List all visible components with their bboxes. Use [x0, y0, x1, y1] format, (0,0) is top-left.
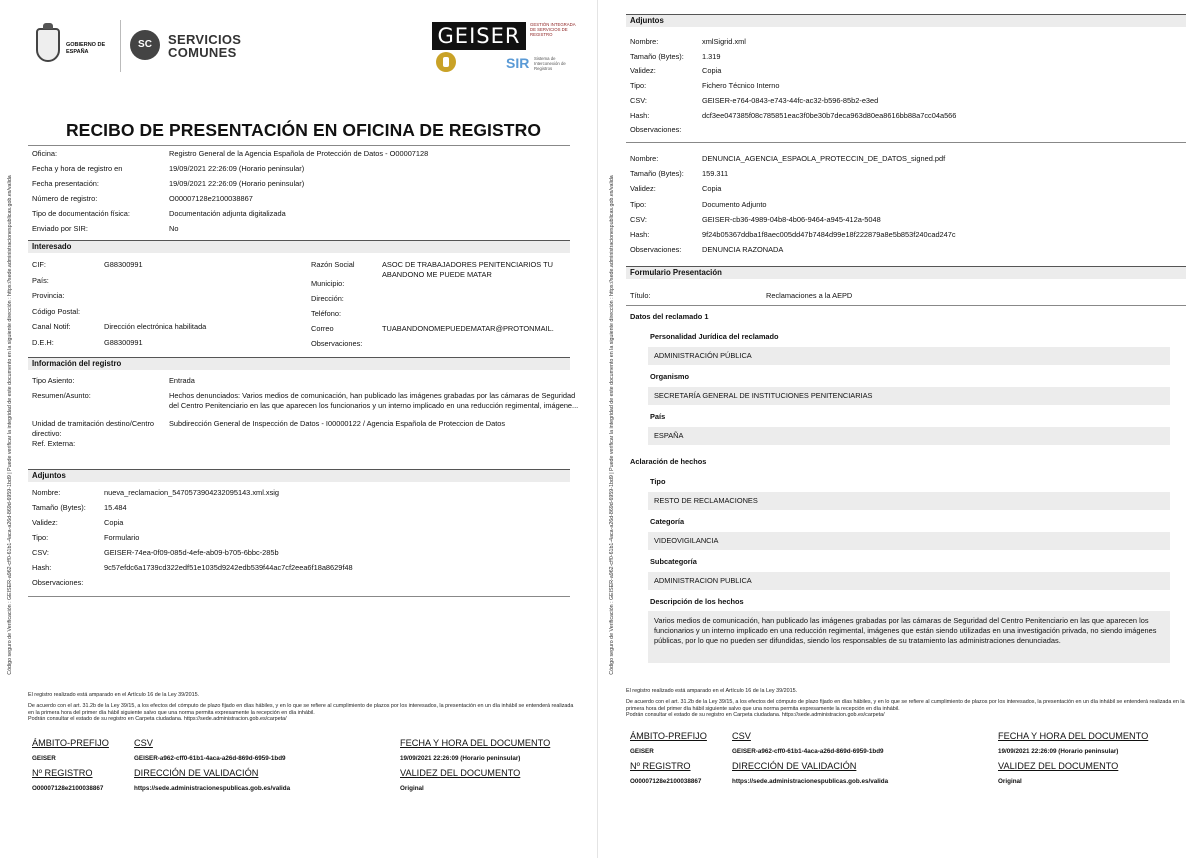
adjunto-left-row — [32, 503, 562, 518]
footer-fecha-label-right: FECHA Y HORA DEL DOCUMENTO — [998, 731, 1149, 741]
adjunto-left-key: Tamaño (Bytes): — [32, 503, 86, 512]
interesado-right-row — [311, 339, 571, 354]
doc1-value: GEISER-e764-0843-e743-44fc-ac32-b596-85b2-e3ed — [702, 95, 879, 105]
info-unidad-key: Unidad de tramitación destino/Centro directivo: — [32, 419, 155, 438]
doc1-value: xmlSigrid.xml — [702, 37, 746, 46]
adjunto-left-key: CSV: — [32, 548, 49, 557]
registro-row — [32, 209, 562, 224]
doc1-row — [630, 125, 1180, 140]
adjunto-left-row — [32, 563, 562, 578]
doc2-value: Copia — [702, 184, 722, 194]
interesado-right-row — [311, 294, 571, 309]
interesado-right-key: Razón Social — [311, 260, 355, 269]
legal-line3-right: Podrán consultar el estado de su registro en Carpeta ciudadana. https://sede.administracion.gob.es/carpeta/ — [626, 712, 885, 719]
doc2-key: Tipo: — [630, 199, 647, 209]
interesado-left-value: Dirección electrónica habilitada — [104, 322, 207, 331]
interesado-right-key: Municipio: — [311, 279, 345, 288]
legal-line1-right: El registro realizado está amparado en el Artículo 16 de la Ley 39/2015. — [626, 688, 798, 694]
tipo-value: RESTO DE RECLAMACIONES — [648, 492, 1170, 510]
doc1-row — [630, 81, 1180, 96]
registro-key: Fecha presentación: — [32, 179, 99, 188]
registro-key: Oficina: — [32, 149, 58, 158]
registro-row — [32, 164, 562, 179]
gobierno-logo — [16, 20, 121, 72]
interesado-right-key: Correo — [311, 324, 334, 333]
doc2-row — [630, 215, 1180, 230]
interesado-left-row — [32, 276, 282, 291]
info-tipo-value: Entrada — [169, 376, 195, 385]
section-adjuntos-right: Adjuntos — [626, 14, 1186, 27]
adjunto-left-key: Observaciones: — [32, 578, 84, 587]
adjunto-left-key: Validez: — [32, 518, 58, 527]
doc2-row — [630, 184, 1180, 199]
footer-dir-label: DIRECCIÓN DE VALIDACIÓN — [134, 768, 259, 778]
interesado-left-key: CIF: — [32, 260, 46, 269]
adjunto-left-value: GEISER-74ea-0f09-085d-4efe-ab09-b705-6bbc-285b — [104, 548, 279, 557]
adjunto-left-row — [32, 578, 562, 593]
doc1-key: Validez: — [630, 66, 656, 76]
info-tipo-key: Tipo Asiento: — [32, 376, 75, 385]
doc2-row — [630, 245, 1180, 260]
interesado-left-row — [32, 338, 282, 353]
adjuntos-left-rule — [28, 596, 570, 597]
doc1-row — [630, 52, 1180, 67]
interesado-left-row — [32, 291, 282, 306]
doc2-key: Tamaño (Bytes): — [630, 169, 684, 179]
interesado-left-row — [32, 322, 282, 337]
adjunto-left-row — [32, 488, 562, 503]
footer-ambito-label-right: ÁMBITO-PREFIJO — [630, 731, 707, 741]
legal-text-right — [626, 688, 1188, 719]
registro-row — [32, 179, 562, 194]
doc1-key: Tamaño (Bytes): — [630, 51, 684, 61]
doc1-key: Hash: — [630, 110, 650, 120]
info-tipo-row — [32, 376, 562, 391]
legal-line2: De acuerdo con el art. 31.2b de la Ley 39/15, a los efectos del cómputo de plazo fijado en días hábiles, y en lo que se refiere al cumplimiento de plazos por los interesados, la presentación en un día inhábil se entenderá realizada en la primera hora del primer día hábil siguiente salvo que una norma permita expresamente la recepción en día inhábil. — [28, 702, 574, 716]
footer-csv-label-right: CSV — [732, 731, 751, 741]
adjunto-left-value: Formulario — [104, 533, 140, 542]
footer-fecha-value-right: 19/09/2021 22:26:09 (Horario peninsular) — [998, 748, 1119, 755]
registro-value: Documentación adjunta digitalizada — [169, 209, 286, 218]
categoria-label: Categoría — [650, 517, 685, 526]
registro-key: Enviado por SIR: — [32, 224, 88, 233]
doc1-row — [630, 66, 1180, 81]
doc2-key: Validez: — [630, 184, 656, 194]
formulario-titulo-value: Reclamaciones a la AEPD — [766, 291, 853, 300]
titulo-rule — [626, 305, 1186, 306]
info-resumen-key: Resumen/Asunto: — [32, 391, 91, 400]
legal-text-left — [28, 692, 576, 723]
footer-validez-value: Original — [400, 785, 424, 792]
footer-fecha-value: 19/09/2021 22:26:09 (Horario peninsular) — [400, 755, 521, 762]
footer-nreg-label-right: Nº REGISTRO — [630, 761, 691, 771]
interesado-left-value: G88300991 — [104, 260, 143, 269]
interesado-left-key: Canal Notif: — [32, 322, 71, 331]
tipo-label: Tipo — [650, 477, 666, 486]
section-interesado: Interesado — [28, 240, 570, 253]
pj-value: ADMINISTRACIÓN PÚBLICA — [648, 347, 1170, 365]
footer-validez-label-right: VALIDEZ DEL DOCUMENTO — [998, 761, 1119, 771]
page-left — [0, 0, 598, 858]
doc2-value: 159.311 — [702, 169, 729, 179]
interesado-right-key: Teléfono: — [311, 309, 341, 318]
subcategoria-value: ADMINISTRACION PUBLICA — [648, 572, 1170, 590]
adjunto-left-value: 9c57efdc6a1739cd322edf51e1035d9242edb539f44ac7cf2eea6f18a8629f48 — [104, 563, 353, 572]
doc2-key: Hash: — [630, 230, 650, 239]
adjunto-left-value: 15.484 — [104, 503, 127, 512]
legal-line3: Podrán consultar el estado de su registro en Carpeta ciudadana. https://sede.administracion.gob.es/carpeta/ — [28, 716, 287, 723]
registro-row — [32, 194, 562, 209]
footer-fecha-label: FECHA Y HORA DEL DOCUMENTO — [400, 738, 551, 748]
interesado-right-value: TUABANDONOMEPUEDEMATAR@PROTONMAIL. — [382, 324, 554, 333]
footer-ambito-value: GEISER — [32, 755, 56, 762]
registro-value: 19/09/2021 22:26:09 (Horario peninsular) — [169, 164, 305, 173]
adjunto-left-row — [32, 548, 562, 563]
legal-line1: El registro realizado está amparado en el Artículo 16 de la Ley 39/2015. — [28, 692, 200, 698]
registro-value: Registro General de la Agencia Española de Protección de Datos - O00007128 — [169, 149, 429, 158]
doc2-row — [630, 169, 1180, 184]
geiser-subtitle: GESTIÓN INTEGRADA DE SERVICIOS DE REGISTRO — [530, 22, 576, 38]
sc-line1: SERVICIOS — [168, 32, 242, 47]
registro-key: Tipo de documentación física: — [32, 209, 130, 218]
footer-ambito-value-right: GEISER — [630, 748, 654, 755]
adjunto-left-key: Hash: — [32, 563, 52, 572]
info-ref-row — [32, 439, 562, 454]
doc2-value: DENUNCIA_AGENCIA_ESPAOLA_PROTECCIN_DE_DATOS_signed.pdf — [702, 154, 946, 163]
footer-dir-value: https://sede.administracionespublicas.gob.es/valida — [134, 785, 291, 792]
document-title: RECIBO DE PRESENTACIÓN EN OFICINA DE REGISTRO — [65, 120, 542, 140]
registro-value: No — [169, 224, 179, 233]
doc1-key: Nombre: — [630, 37, 659, 46]
doc1-row — [630, 96, 1180, 111]
doc1-key: Observaciones: — [630, 125, 682, 135]
registro-value: O00007128e2100038867 — [169, 194, 253, 203]
doc1-key: Tipo: — [630, 81, 647, 91]
interesado-right-row — [311, 279, 571, 294]
title-rule — [28, 145, 570, 146]
doc1-rule — [626, 142, 1186, 143]
sir-subtitle: Sistema de Interconexión de Registros — [534, 56, 566, 72]
info-resumen-row — [32, 391, 579, 421]
section-formulario: Formulario Presentación — [626, 266, 1186, 279]
adjunto-left-row — [32, 533, 562, 548]
footer-nreg-value: O00007128e2100038867 — [32, 785, 104, 792]
interesado-right-key: Observaciones: — [311, 339, 363, 348]
doc1-row — [630, 111, 1180, 126]
page-right — [600, 0, 1200, 858]
footer-nreg-value-right: O00007128e2100038867 — [630, 778, 702, 785]
formulario-titulo-key: Título: — [630, 291, 651, 300]
doc2-key: Observaciones: — [630, 245, 682, 255]
footer-csv-value-right: GEISER-a962-cff0-61b1-4aca-a26d-869d-6959-1bd9 — [732, 748, 884, 755]
footer-validez-label: VALIDEZ DEL DOCUMENTO — [400, 768, 521, 778]
doc1-value: 1.319 — [702, 51, 721, 61]
interesado-right-value: ASOC DE TRABAJADORES PENITENCIARIOS TU ABANDONO ME PUEDE MATAR — [382, 260, 553, 279]
servicios-comunes-icon: SC — [130, 30, 160, 60]
doc2-value: 9f24b05367ddba1f8aec005dd47b7484d99e18f222879a8e5b853f240cad247c — [702, 230, 956, 239]
interesado-left-row — [32, 260, 282, 275]
descripcion-value: Varios medios de comunicación, han publicado las imágenes grabadas por las cámaras de Seguridad del Centro Penitenciario en las que aparecen los funcionarios y un interno implicado en una reducción regimental, imágenes que están siendo utilizadas en una investigación privada, no siendo imágenes públicas, por lo que no pueden ser difundidas, siendo los responsables de su tratamiento las administraciones denunciadas. — [648, 611, 1170, 663]
doc2-value: DENUNCIA RAZONADA — [702, 245, 784, 255]
adjunto-left-value: nueva_reclamacion_5470573904232095143.xml.xsig — [104, 488, 280, 497]
adjunto-left-key: Tipo: — [32, 533, 49, 542]
vertical-verification-text: Código seguro de Verificación : GEISER-a962-cff0-61b1-4aca-a26d-869d-6959-1bd9 | Puede verificar la integridad de este documento en la siguiente dirección : https://sede.administracionespublicas.gob.es/valida — [7, 175, 13, 675]
formulario-titulo-row — [630, 291, 1180, 306]
doc1-row — [630, 37, 1180, 52]
adjunto-left-row — [32, 518, 562, 533]
categoria-value: VIDEOVIGILANCIA — [648, 532, 1170, 550]
footer-ambito-label: ÁMBITO-PREFIJO — [32, 738, 109, 748]
registro-row — [32, 224, 562, 239]
sir-logo: SIR — [506, 55, 530, 71]
doc1-key: CSV: — [630, 95, 647, 105]
geiser-logo: GEISER — [432, 22, 526, 50]
doc1-value: dcf3ee047385f08c785851eac3f0be30b7deca963d80ea8616bb88a7cc04a566 — [702, 110, 957, 120]
registro-value: 19/09/2021 22:26:09 (Horario peninsular) — [169, 179, 305, 188]
adjunto-left-key: Nombre: — [32, 488, 61, 497]
footer-nreg-label: Nº REGISTRO — [32, 768, 93, 778]
footer-csv-value: GEISER-a962-cff0-61b1-4aca-a26d-869d-6959-1bd9 — [134, 755, 286, 762]
info-unidad-value: Subdirección General de Inspección de Datos - I00000122 / Agencia Española de Proteccion de Datos — [169, 419, 506, 428]
interesado-left-value: G88300991 — [104, 337, 143, 347]
subcategoria-label: Subcategoría — [650, 557, 697, 566]
descripcion-label: Descripción de los hechos — [650, 597, 744, 606]
gobierno-logo-text: GOBIERNO DE ESPAÑA — [66, 42, 106, 55]
legal-line2-right: De acuerdo con el art. 31.2b de la Ley 39/15, a los efectos del cómputo de plazo fijado en días hábiles, y en lo que se refiere al cumplimiento de plazos por los interesados, la presentación en un día inhábil se entenderá realizada en la primera hora del primer día hábil siguiente salvo que una norma permita expresamente la recepción en día inhábil. — [626, 698, 1185, 712]
coat-of-arms-icon — [36, 28, 60, 62]
info-resumen-value: Hechos denunciados: Varios medios de comunicación, han publicado las imágenes grabadas por las cámaras de Seguridad del Centro Penitenciario en las que aparecen los funcionarios y un interno implicado en una reducción regimental, imágene... — [169, 391, 579, 410]
doc2-row — [630, 230, 1180, 245]
interesado-left-row — [32, 307, 282, 322]
geiser-emblem-icon — [436, 52, 456, 72]
doc2-value: GEISER-cb36-4989-04b8-4b06-9464-a945-412a-5048 — [702, 214, 881, 224]
interesado-right-key: Dirección: — [311, 294, 344, 303]
pais-value: ESPAÑA — [648, 427, 1170, 445]
registro-row — [32, 149, 562, 164]
registro-key: Número de registro: — [32, 194, 98, 203]
servicios-comunes-logo — [168, 33, 241, 59]
interesado-right-row — [311, 309, 571, 324]
section-informacion: Información del registro — [28, 357, 570, 370]
interesado-left-key: País: — [32, 275, 49, 285]
footer-dir-label-right: DIRECCIÓN DE VALIDACIÓN — [732, 761, 857, 771]
interesado-right-row — [311, 324, 571, 339]
pais-label: País — [650, 412, 666, 421]
info-ref-key: Ref. Externa: — [32, 439, 76, 448]
interesado-left-key: Provincia: — [32, 291, 65, 300]
doc2-row — [630, 200, 1180, 215]
pj-label: Personalidad Jurídica del reclamado — [650, 332, 779, 341]
organismo-value: SECRETARÍA GENERAL DE INSTITUCIONES PENITENCIARIAS — [648, 387, 1170, 405]
interesado-left-key: Código Postal: — [32, 306, 81, 316]
footer-csv-label: CSV — [134, 738, 153, 748]
footer-validez-value-right: Original — [998, 778, 1022, 785]
adjunto-left-value: Copia — [104, 518, 124, 527]
doc1-value: Fichero Técnico Interno — [702, 81, 780, 91]
datos-reclamado-heading: Datos del reclamado 1 — [630, 312, 709, 321]
doc1-value: Copia — [702, 66, 722, 76]
organismo-label: Organismo — [650, 372, 690, 381]
doc2-key: CSV: — [630, 214, 647, 224]
section-adjuntos-left: Adjuntos — [28, 469, 570, 482]
doc2-row — [630, 154, 1180, 169]
interesado-left-key: D.E.H: — [32, 337, 54, 347]
sc-line2: COMUNES — [168, 45, 237, 60]
doc2-value: Documento Adjunto — [702, 199, 767, 209]
vertical-verification-text-right: Código seguro de Verificación : GEISER-a962-cff0-61b1-4aca-a26d-869d-6959-1bd9 | Puede verificar la integridad de este documento en la siguiente dirección : https://sede.administracionespublicas.gob.es/valida — [609, 175, 615, 675]
aclaracion-heading: Aclaración de hechos — [630, 457, 707, 466]
footer-dir-value-right: https://sede.administracionespublicas.gob.es/valida — [732, 778, 889, 785]
registro-key: Fecha y hora de registro en — [32, 164, 123, 173]
doc2-key: Nombre: — [630, 154, 659, 163]
